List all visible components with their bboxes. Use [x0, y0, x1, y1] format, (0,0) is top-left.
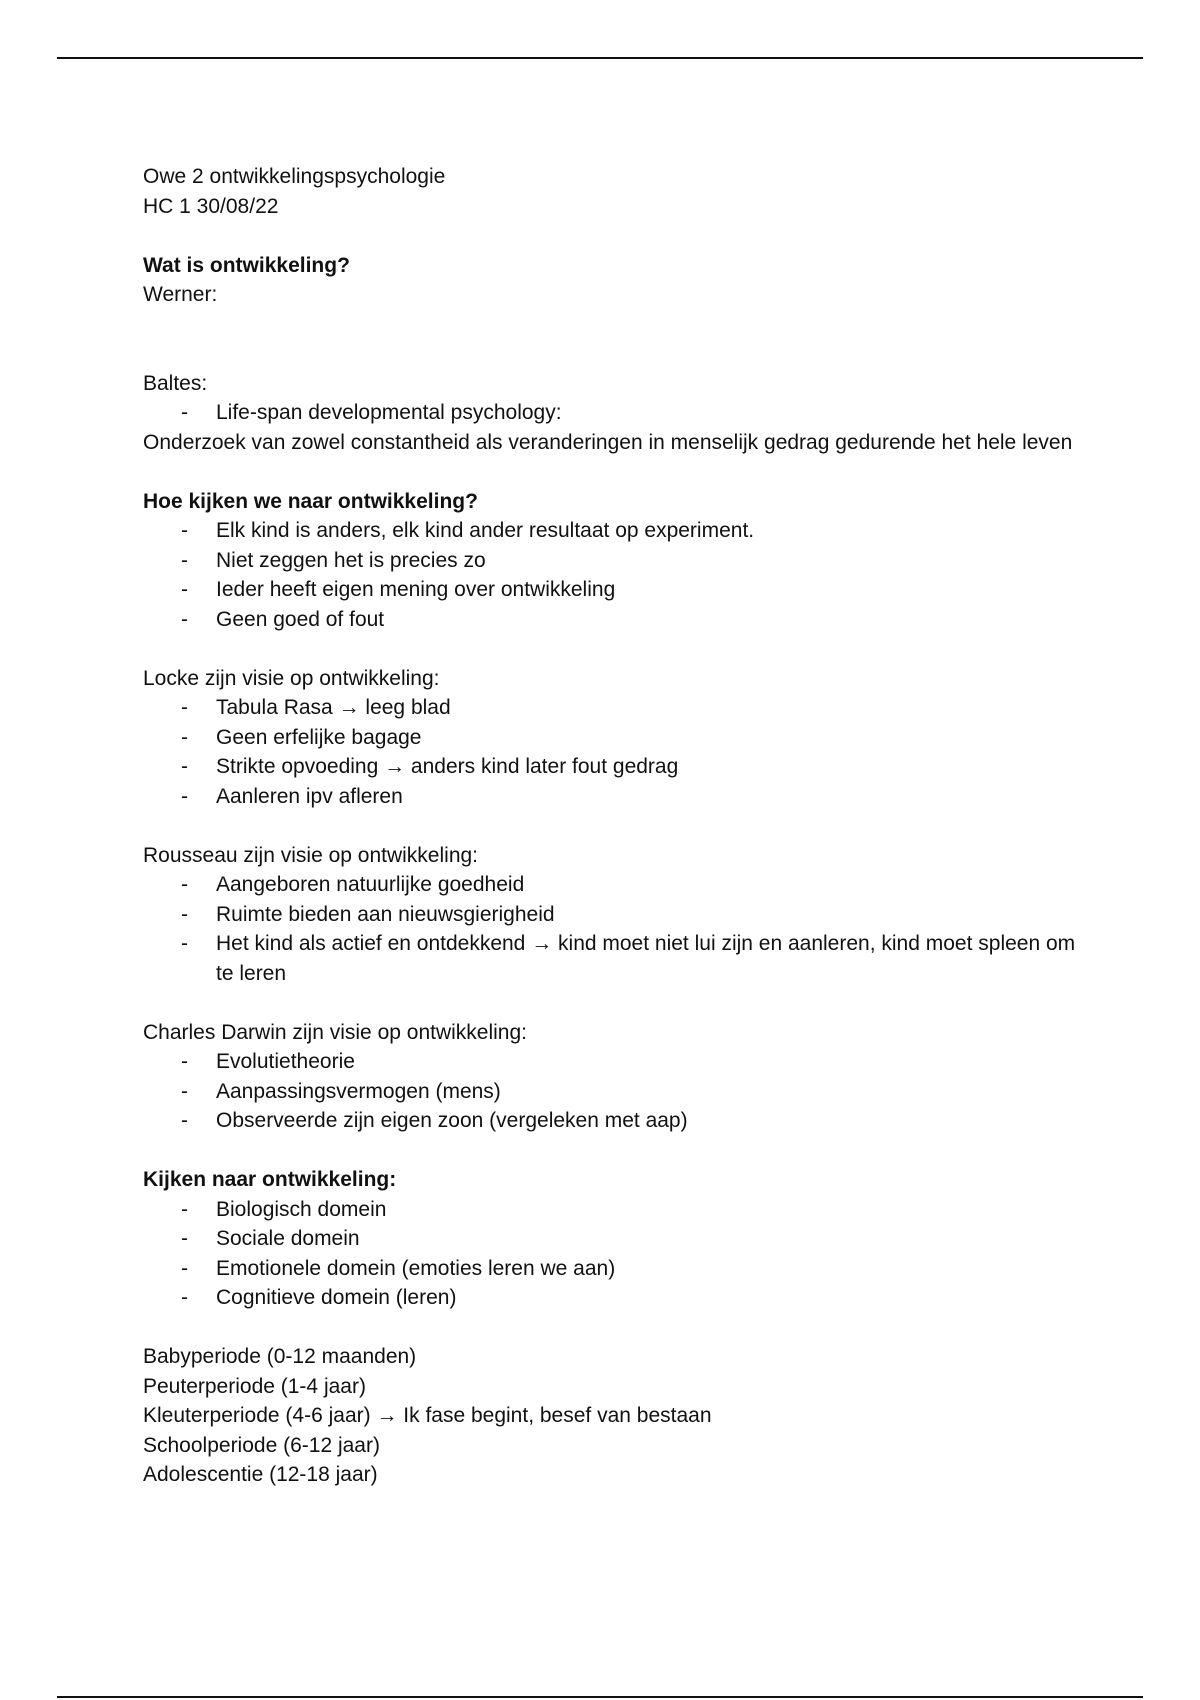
list-item-text: Biologisch domein: [216, 1197, 387, 1221]
list-item-text: Aangeboren natuurlijke goedheid: [216, 873, 525, 896]
dash-bullet: -: [181, 873, 188, 896]
how-list: [143, 516, 1083, 634]
period-line: Kleuterperiode (4-6 jaar) → Ik fase begint, besef van bestaan: [143, 1404, 712, 1427]
list-item: [143, 1224, 1083, 1254]
list-item-text: Observeerde zijn eigen zoon (vergeleken met aap): [216, 1109, 688, 1132]
dash-bullet: -: [181, 401, 188, 424]
period-line: Peuterperiode (1-4 jaar): [143, 1374, 366, 1398]
list-item-text: Geen goed of fout: [216, 607, 385, 631]
dash-bullet: -: [181, 1109, 188, 1132]
period-line: Adolescentie (12-18 jaar): [143, 1463, 378, 1486]
dash-bullet: -: [181, 1197, 188, 1221]
list-item-text: Emotionele domein (emoties leren we aan): [216, 1256, 616, 1280]
dash-bullet: -: [181, 725, 188, 749]
list-item-text: Sociale domein: [216, 1227, 360, 1250]
dash-bullet: -: [181, 784, 188, 808]
list-item: [143, 1283, 1083, 1313]
list-item-text: Elk kind is anders, elk kind ander resultaat op experiment.: [216, 519, 755, 542]
period-line: Schoolperiode (6-12 jaar): [143, 1433, 380, 1457]
doc-subtitle: HC 1 30/08/22: [143, 194, 279, 218]
baltes-label: Baltes:: [143, 371, 208, 395]
dash-bullet: -: [181, 1227, 188, 1250]
baltes-definition: Onderzoek van zowel constantheid als veranderingen in menselijk gedrag gedurende het hele leven: [143, 430, 1073, 454]
list-item: [143, 605, 1083, 635]
dash-bullet: -: [181, 607, 188, 631]
spacer: [143, 457, 1083, 487]
dash-bullet: -: [181, 696, 188, 719]
heading-rousseau: Rousseau zijn visie op ontwikkeling:: [143, 843, 479, 867]
list-item: [143, 752, 1083, 782]
list-item: [143, 870, 1083, 900]
list-item-text: Geen erfelijke bagage: [216, 725, 422, 749]
list-item: [143, 546, 1083, 576]
domains-list: [143, 1195, 1083, 1313]
list-item-text: Life-span developmental psychology:: [216, 401, 562, 424]
list-item-text: Aanpassingsvermogen (mens): [216, 1079, 501, 1103]
list-item-text: Strikte opvoeding → anders kind later fout gedrag: [216, 755, 679, 778]
dash-bullet: -: [181, 519, 188, 542]
list-item-text: Ruimte bieden aan nieuwsgierigheid: [216, 902, 555, 926]
top-rule: [57, 57, 1143, 59]
darwin-list: [143, 1047, 1083, 1136]
list-item-text: Tabula Rasa → leeg blad: [216, 696, 451, 719]
list-item: [143, 1254, 1083, 1284]
list-item: [143, 1106, 1083, 1136]
list-item: [143, 723, 1083, 753]
list-item: [143, 900, 1083, 930]
spacer: [143, 634, 1083, 664]
dash-bullet: -: [181, 932, 188, 955]
locke-list: [143, 693, 1083, 811]
werner-label: Werner:: [143, 283, 218, 306]
dash-bullet: -: [181, 578, 188, 601]
dash-bullet: -: [181, 1050, 188, 1073]
list-item-text: Niet zeggen het is precies zo: [216, 548, 486, 572]
list-item: [143, 1195, 1083, 1225]
document-body: [143, 162, 1083, 1490]
spacer: [143, 988, 1083, 1018]
dash-bullet: -: [181, 755, 188, 778]
baltes-list: [143, 398, 1083, 428]
list-item-text: Aanleren ipv afleren: [216, 784, 403, 808]
list-item: [143, 575, 1083, 605]
list-item-text: Evolutietheorie: [216, 1050, 355, 1073]
dash-bullet: -: [181, 1286, 188, 1309]
bottom-rule: [57, 1696, 1143, 1698]
list-item-text: Cognitieve domein (leren): [216, 1286, 457, 1309]
period-line: Babyperiode (0-12 maanden): [143, 1345, 417, 1368]
dash-bullet: -: [181, 548, 188, 572]
list-item-text: Ieder heeft eigen mening over ontwikkeling: [216, 578, 616, 601]
heading-what-is-development: Wat is ontwikkeling?: [143, 253, 350, 277]
dash-bullet: -: [181, 1256, 188, 1280]
heading-how-we-look: Hoe kijken we naar ontwikkeling?: [143, 489, 478, 513]
list-item: [143, 398, 1083, 428]
spacer: [143, 221, 1083, 251]
list-item: [143, 693, 1083, 723]
heading-domains: Kijken naar ontwikkeling:: [143, 1168, 397, 1191]
list-item: [143, 1077, 1083, 1107]
heading-darwin: Charles Darwin zijn visie op ontwikkeling:: [143, 1020, 527, 1044]
dash-bullet: -: [181, 1079, 188, 1103]
spacer: [143, 1313, 1083, 1343]
rousseau-list: [143, 870, 1083, 988]
list-item: [143, 929, 1083, 988]
list-item-text: Het kind als actief en ontdekkend → kind moet niet lui zijn en aanleren, kind moet spleen om te leren: [216, 932, 1076, 985]
heading-locke: Locke zijn visie op ontwikkeling:: [143, 666, 440, 690]
list-item: [143, 516, 1083, 546]
doc-title: Owe 2 ontwikkelingspsychologie: [143, 165, 446, 188]
list-item: [143, 782, 1083, 812]
spacer: [143, 1136, 1083, 1166]
spacer: [143, 310, 1083, 369]
list-item: [143, 1047, 1083, 1077]
dash-bullet: -: [181, 902, 188, 926]
spacer: [143, 811, 1083, 841]
